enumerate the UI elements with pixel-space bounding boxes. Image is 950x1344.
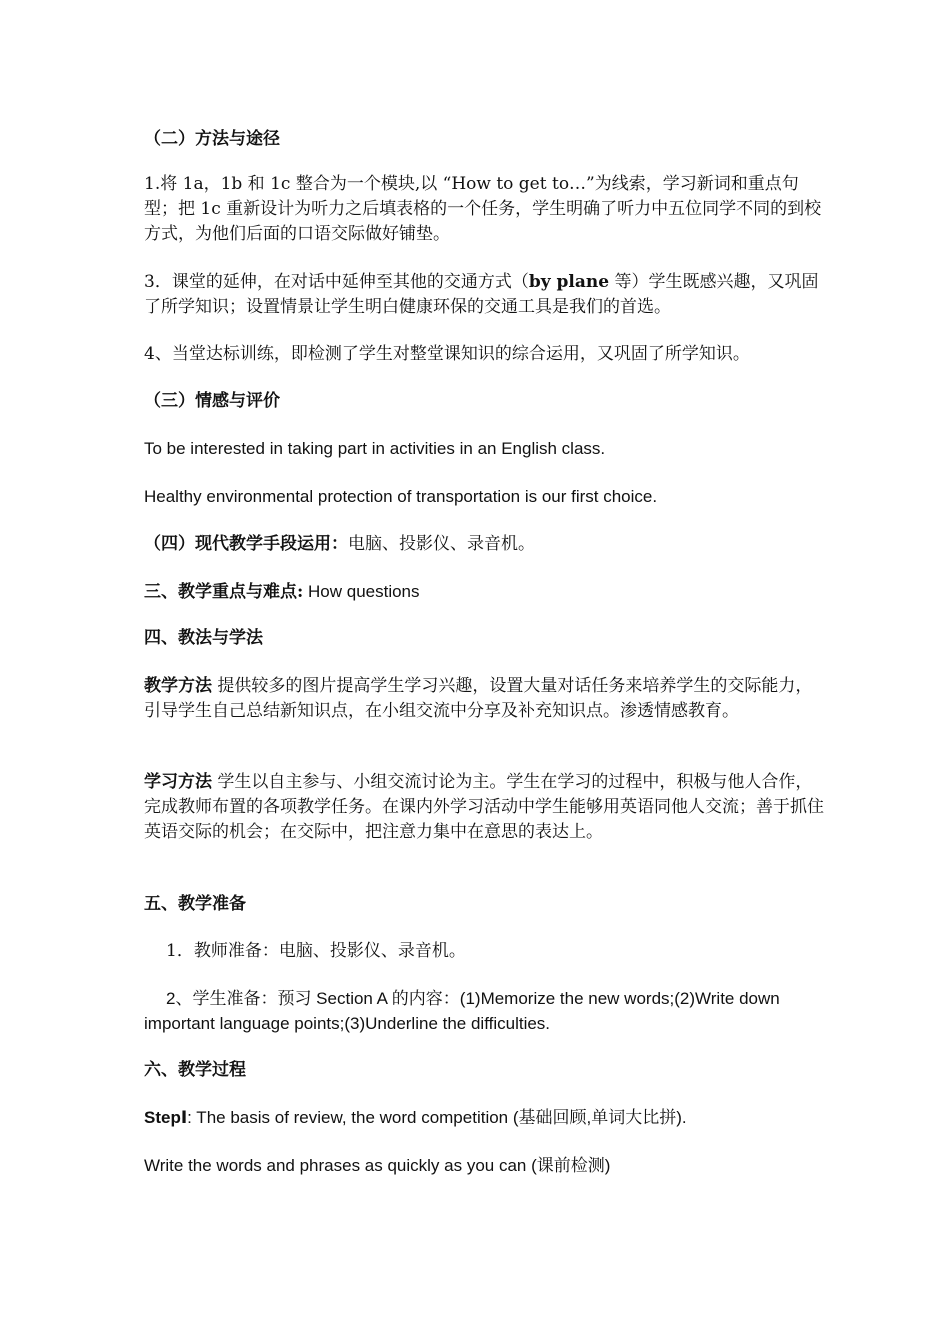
- method-item-1: 1.将 1a，1b 和 1c 整合为一个模块,以 “How to get to…”为线索，学习新词和重点句型；把 1c 重新设计为听力之后填表格的一个任务，学生明确了听力中五位同学不同的到校方式，为他们后面的口语交际做好铺垫。: [144, 174, 822, 244]
- key-points-label: 三、教学重点与难点:: [144, 582, 304, 602]
- step-1: [144, 1105, 824, 1130]
- heading-methods: 四、教法与学法: [144, 628, 263, 648]
- step-1-label: StepⅠ: [144, 1108, 188, 1127]
- media-line: [144, 532, 824, 557]
- key-points-line: [144, 579, 824, 605]
- heading-method: （二）方法与途径: [144, 129, 280, 149]
- media-label: （四）现代教学手段运用：: [144, 534, 348, 554]
- prep-teacher: 1．教师准备：电脑、投影仪、录音机。: [166, 941, 466, 961]
- method-item-3-text-b: 等）学生既感兴趣，又巩固了所学知识；设置情景让学生明白健康环保的交通工具是我们的首选。: [144, 272, 819, 317]
- teaching-method: [144, 674, 824, 724]
- method-item-3: [144, 270, 824, 320]
- teaching-method-label: 教学方法: [144, 676, 212, 696]
- method-item-3-bold: by plane: [528, 272, 610, 292]
- learning-method-text: 学生以自主参与、小组交流讨论为主。学生在学习的过程中，积极与他人合作，完成教师布置的各项教学任务。在课内外学习活动中学生能够用英语同他人交流；善于抓住英语交际的机会；在交际中，把注意力集中在意思的表达上。: [144, 772, 824, 842]
- emotion-line-2: Healthy environmental protection of transportation is our first choice.: [144, 487, 658, 506]
- key-points-value: How questions: [303, 582, 420, 601]
- heading-process: 六、教学过程: [144, 1060, 246, 1080]
- method-item-3-text-a: 3．课堂的延伸，在对话中延伸至其他的交通方式（: [144, 272, 529, 292]
- step-1-text: : The basis of review, the word competition (基础回顾,单词大比拼).: [187, 1108, 687, 1127]
- learning-method: [144, 770, 824, 845]
- prep-student: 2、学生准备：预习 Section A 的内容：(1)Memorize the new words;(2)Write down important language points;(3)Underline the difficulties.: [144, 989, 780, 1033]
- heading-prep: 五、教学准备: [144, 894, 246, 914]
- method-item-4: 4、当堂达标训练，即检测了学生对整堂课知识的综合运用，又巩固了所学知识。: [144, 344, 750, 364]
- teaching-method-text: 提供较多的图片提高学生学习兴趣，设置大量对话任务来培养学生的交际能力，引导学生自己总结新知识点，在小组交流中分享及补充知识点。渗透情感教育。: [144, 676, 813, 721]
- emotion-line-1: To be interested in taking part in activities in an English class.: [144, 439, 606, 458]
- media-value: 电脑、投影仪、录音机。: [348, 534, 535, 554]
- heading-emotion: （三）情感与评价: [144, 391, 280, 411]
- learning-method-label: 学习方法: [144, 772, 212, 792]
- step-1-instruction: Write the words and phrases as quickly as you can (课前检测): [144, 1156, 611, 1175]
